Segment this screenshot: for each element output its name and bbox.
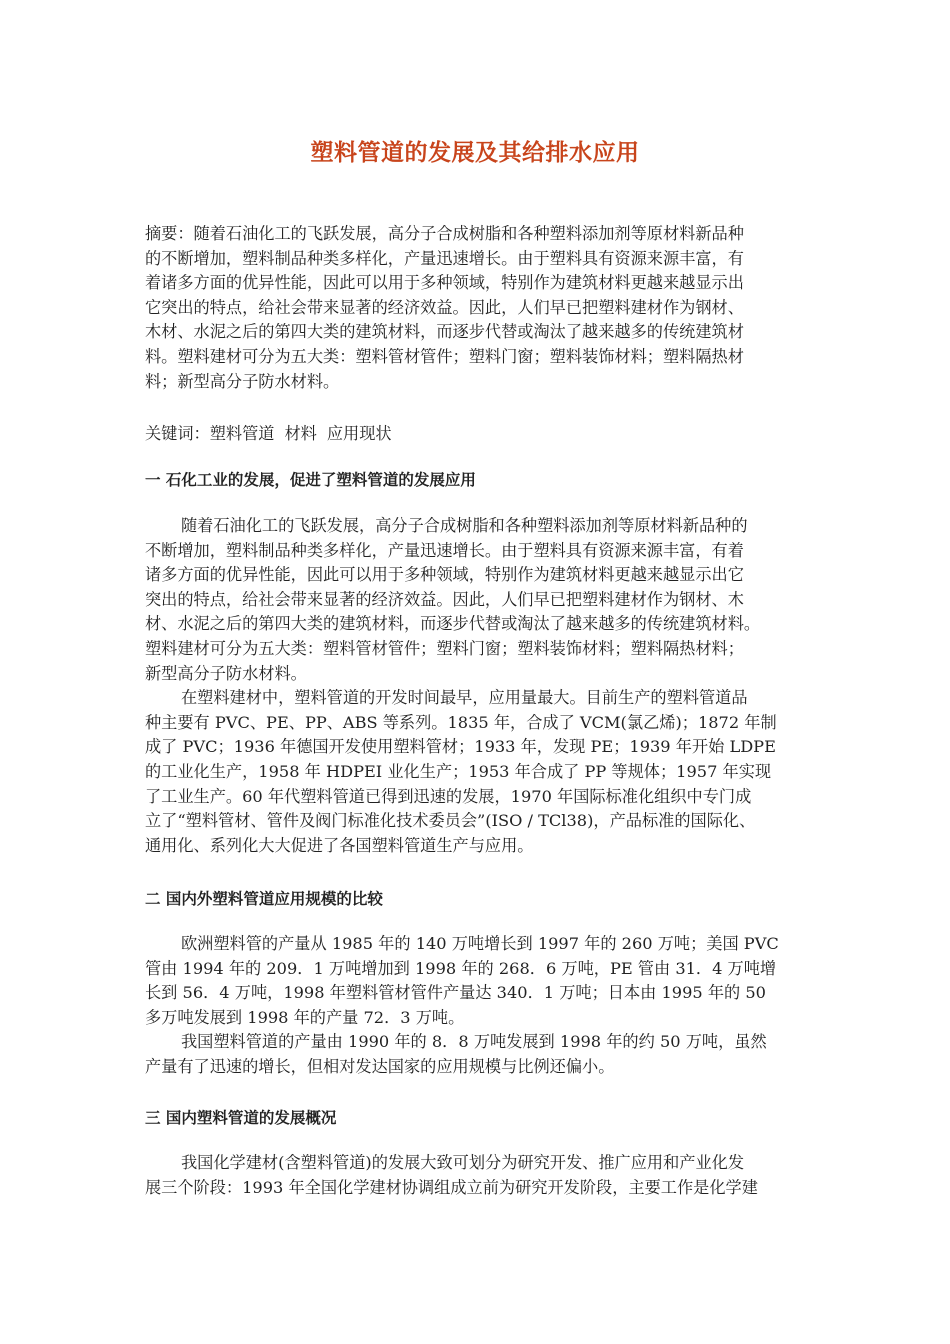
abstract-line: 它突出的特点，给社会带来显著的经济效益。因此，人们早已把塑料建材作为钢材、: [145, 297, 744, 317]
paragraph-line: 突出的特点，给社会带来显著的经济效益。因此，人们早已把塑料建材作为钢材、木: [145, 589, 744, 609]
section-body: [145, 932, 815, 1080]
document-title: 塑料管道的发展及其给排水应用: [310, 140, 640, 166]
paragraph-line: 多万吨发展到 1998 年的产量 72．3 万吨。: [145, 1007, 465, 1027]
paragraph-line: 展三个阶段：1993 年全国化学建材协调组成立前为研究开发阶段，主要工作是化学建: [145, 1177, 758, 1197]
paragraph-line: 了工业生产。60 年代塑料管道已得到迅速的发展，1970 年国际标准化组织中专门成: [145, 786, 752, 806]
paragraph-line: 不断增加，塑料制品种类多样化，产量迅速增长。由于塑料具有资源来源丰富，有着: [145, 540, 744, 560]
paragraph-line: 种主要有 PVC、PE、PP、ABS 等系列。1835 年，合成了 VCM(氯乙烯)；1872 年制: [145, 712, 777, 732]
section-body: [145, 1151, 815, 1200]
abstract-line: 着诸多方面的优异性能，因此可以用于多种领域，特别作为建筑材料更越来越显示出: [145, 273, 744, 293]
paragraph-line: 长到 56．4 万吨，1998 年塑料管材管件产量达 340．1 万吨；日本由 1995 年的 50: [145, 983, 766, 1003]
paragraph-line: 诸多方面的优异性能，因此可以用于多种领域，特别作为建筑材料更越来越显示出它: [145, 565, 744, 585]
paragraph-line: 塑料建材可分为五大类：塑料管材管件；塑料门窗；塑料装饰材料；塑料隔热材料；: [145, 638, 744, 658]
paragraph-line: 产量有了迅速的增长，但相对发达国家的应用规模与比例还偏小。: [145, 1056, 615, 1076]
section-heading: 三 国内塑料管道的发展概况: [145, 1109, 337, 1127]
section-heading: 一 石化工业的发展，促进了塑料管道的发展应用: [145, 471, 476, 489]
paragraph-line: 立了“塑料管材、管件及阀门标准化技术委员会”(ISO / TCl38)，产品标准的国际化、: [145, 811, 756, 831]
abstract-line: 料。塑料建材可分为五大类：塑料管材管件；塑料门窗；塑料装饰材料；塑料隔热材: [145, 346, 744, 366]
abstract: [145, 222, 815, 394]
paragraph-line: 欧洲塑料管的产量从 1985 年的 140 万吨增长到 1997 年的 260 万吨；美国 PVC: [181, 934, 779, 953]
paragraph-line: 在塑料建材中，塑料管道的开发时间最早，应用量最大。目前生产的塑料管道品: [181, 688, 748, 708]
section-heading: 二 国内外塑料管道应用规模的比较: [145, 890, 383, 908]
abstract-line: 的不断增加，塑料制品种类多样化，产量迅速增长。由于塑料具有资源来源丰富，有: [145, 248, 744, 268]
abstract-line: 摘要：随着石油化工的飞跃发展，高分子合成树脂和各种塑料添加剂等原材料新品种: [145, 224, 744, 243]
keywords: [145, 420, 392, 444]
keywords-label: 关键词：: [145, 424, 210, 443]
section-body: [145, 514, 815, 858]
abstract-line: 料；新型高分子防水材料。: [145, 371, 340, 391]
keyword: 材料: [284, 424, 317, 443]
keyword: 塑料管道: [209, 424, 275, 443]
paragraph-line: 我国化学建材(含塑料管道)的发展大致可划分为研究开发、推广应用和产业化发: [181, 1153, 745, 1172]
paragraph-line: 的工业化生产，1958 年 HDPEI 业化生产；1953 年合成了 PP 等规体；1957 年实现: [145, 761, 772, 781]
paragraph-line: 成了 PVC；1936 年德国开发使用塑料管材；1933 年，发现 PE；1939 年开始 LDPE: [145, 737, 776, 757]
paragraph-line: 我国塑料管道的产量由 1990 年的 8．8 万吨发展到 1998 年的约 50 万吨，虽然: [181, 1032, 767, 1052]
paragraph-line: 通用化、系列化大大促进了各国塑料管道生产与应用。: [145, 835, 534, 855]
paragraph-line: 管由 1994 年的 209．1 万吨增加到 1998 年的 268．6 万吨，PE 管由 31．4 万吨增: [145, 958, 777, 978]
paragraph-line: 新型高分子防水材料。: [145, 663, 307, 683]
keyword: 应用现状: [326, 424, 392, 443]
abstract-line: 木材、水泥之后的第四大类的建筑材料，而逐步代替或淘汰了越来越多的传统建筑材: [145, 322, 744, 342]
paragraph-line: 材、水泥之后的第四大类的建筑材料，而逐步代替或淘汰了越来越多的传统建筑材料。: [145, 614, 761, 634]
paragraph-line: 随着石油化工的飞跃发展，高分子合成树脂和各种塑料添加剂等原材料新品种的: [181, 516, 748, 535]
